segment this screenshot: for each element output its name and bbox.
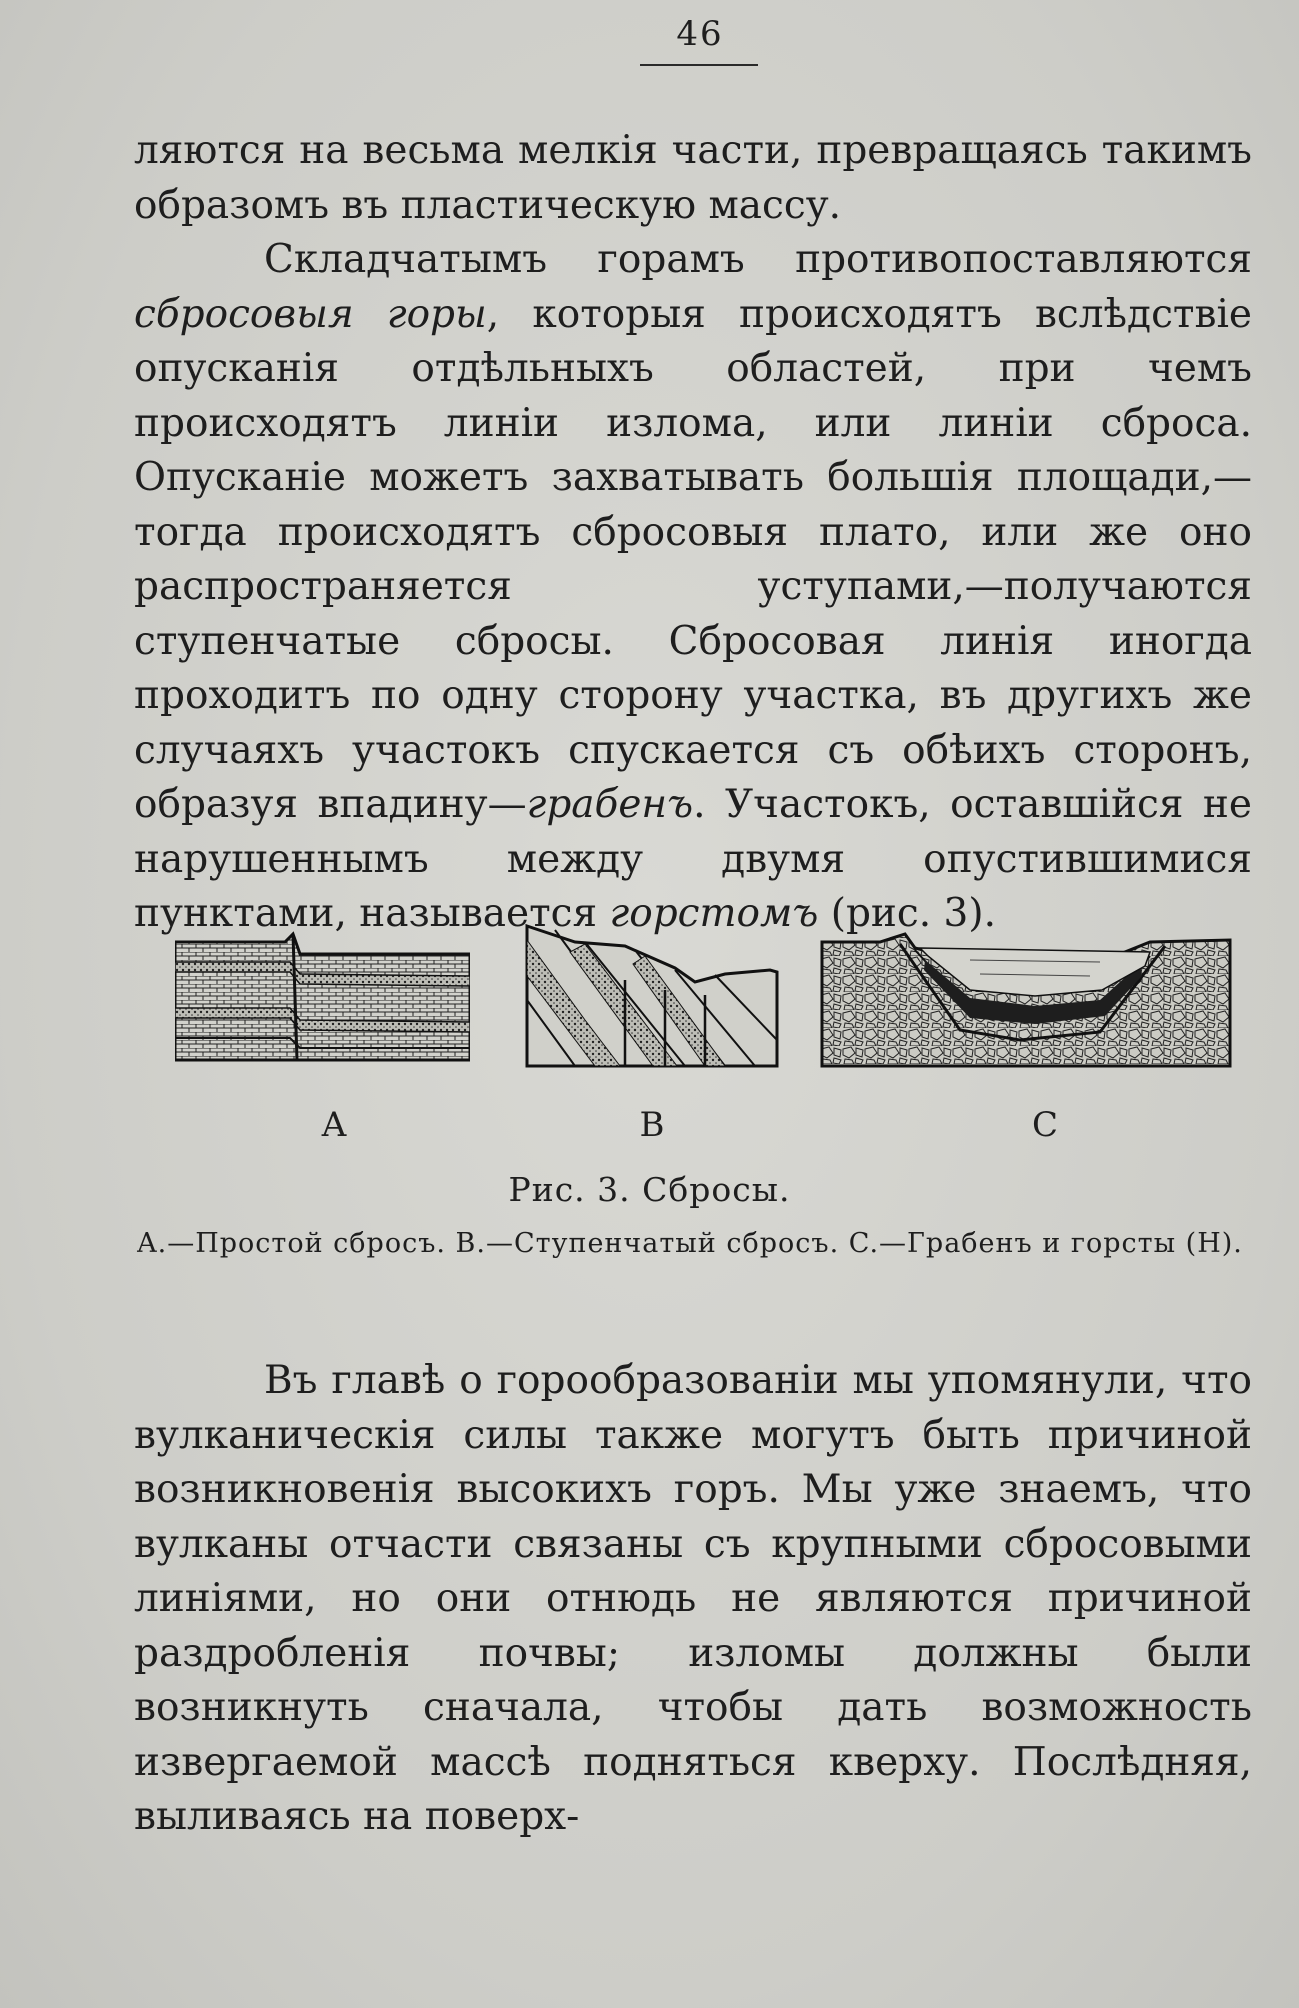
italic-term: сбросовыя горы (134, 291, 487, 337)
figure-panel-b-image (525, 920, 780, 1070)
figure-faults (0, 920, 1299, 1160)
figure-panel-c-image (820, 920, 1235, 1070)
body-text-top (134, 124, 1252, 942)
body-text-bottom (134, 1354, 1252, 1845)
page-number: 46 (676, 14, 724, 54)
italic-term: горстомъ (609, 891, 819, 936)
paragraph (134, 233, 1252, 942)
italic-term: грабенъ (526, 782, 694, 827)
text-run: , которыя происходятъ вслѣдствіе опусканія отдѣльныхъ областей, при чемъ происходятъ линіи излома, или линіи сброса. Опусканіе можетъ захватывать большія площади,—тогда происходятъ сбросовыя плато, или же оно распространяется уступами,—получаются ступенчатые сбросы. Сбросовая линія иногда проходитъ по одну сторону участка, въ другихъ же случаяхъ участокъ спускается съ обѣихъ сторонъ, образуя впадину— (134, 291, 1253, 827)
paragraph (134, 1354, 1252, 1845)
figure-panel-a-label: A (321, 1105, 347, 1145)
page-number-rule (640, 64, 758, 66)
figure-panel-a-image (175, 920, 470, 1065)
figure-caption-title: Рис. 3. Сбросы. (508, 1170, 791, 1209)
figure-panel-b-label: B (639, 1105, 665, 1145)
figure-panel-c-label: C (1031, 1105, 1058, 1145)
text-run: ляются на весьма мелкія части, превращаясь такимъ образомъ въ пластическую массу. (134, 128, 1252, 228)
figure-caption-description: A.—Простой сбросъ. B.—Ступенчатый сбросъ. C.—Грабенъ и горсты (H). (137, 1228, 1243, 1259)
paragraph (134, 124, 1252, 233)
text-run: Складчатымъ горамъ противопоставляются (264, 237, 1252, 282)
text-run: Въ главѣ о горообразованіи мы упомянули, что вулканическія силы также могутъ быть причиной возникновенія высокихъ горъ. Мы уже знаемъ, что вулканы отчасти связаны съ крупными сбросовыми линіями, но они отнюдь не являются причиной раздробленія почвы; изломы должны были возникнуть сначала, чтобы дать возможность извергаемой массѣ подняться кверху. Послѣдняя, выливаясь на поверх- (134, 1358, 1252, 1839)
text-run: . Участокъ, оставшійся не нарушеннымъ между двумя опустившимися пунктами, называется (134, 782, 1252, 936)
text-run: (рис. 3). (818, 891, 996, 936)
